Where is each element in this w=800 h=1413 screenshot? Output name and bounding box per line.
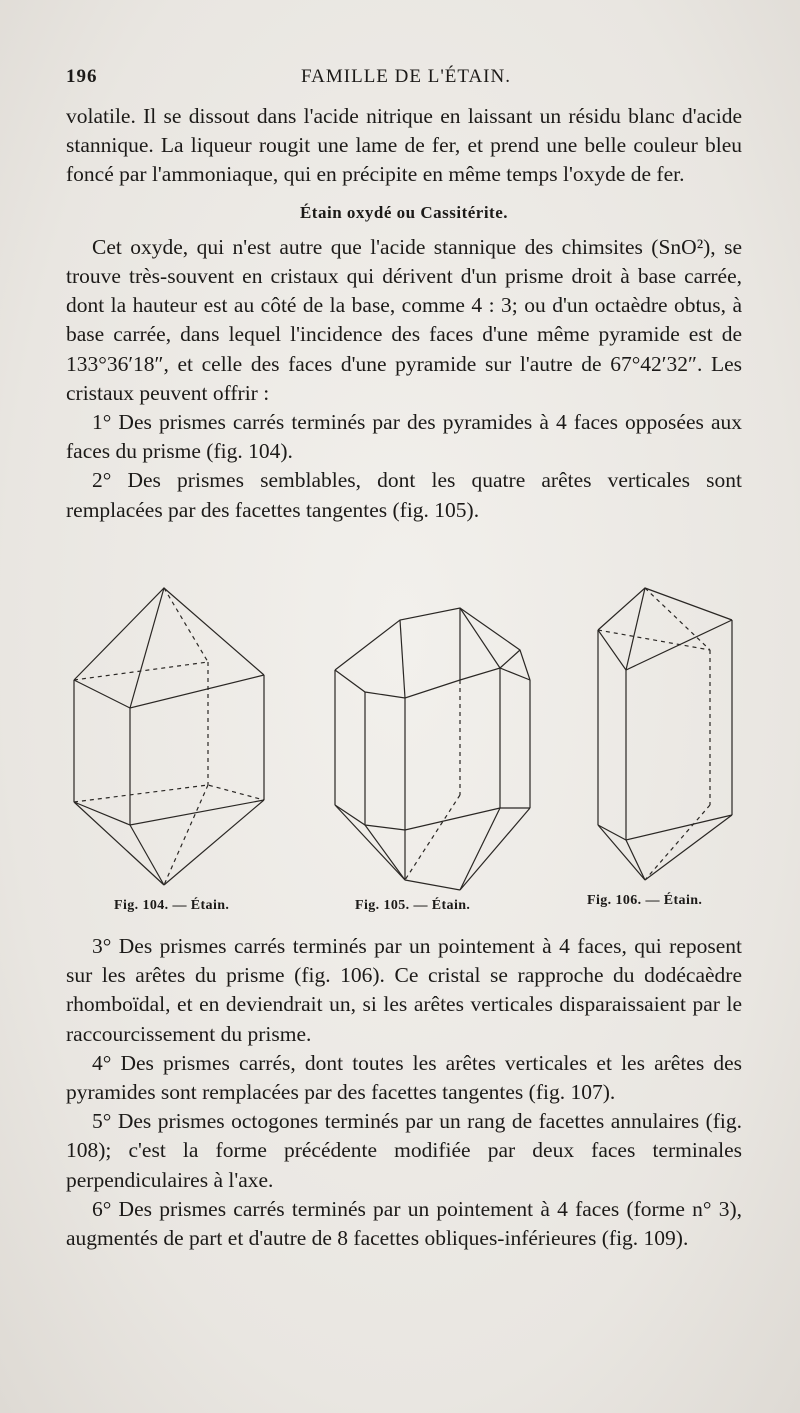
figure-label: Fig. 104. bbox=[114, 898, 169, 913]
crystal-fig-106 bbox=[598, 588, 732, 880]
figure-caption-text: — Étain. bbox=[413, 898, 471, 913]
text-block-top bbox=[66, 102, 742, 525]
figure-caption-104 bbox=[114, 898, 229, 914]
paragraph: 5° Des prismes octogones terminés par un rang de facettes annulaires (fig. 108); c'est la forme précédente modifiée par deux faces terminales perpendiculaires à l'axe. bbox=[66, 1109, 742, 1192]
figure-row bbox=[60, 580, 750, 920]
figure-caption-105 bbox=[355, 898, 470, 914]
crystal-fig-104 bbox=[74, 588, 264, 885]
crystal-figures bbox=[60, 580, 750, 920]
figure-label: Fig. 105. bbox=[355, 898, 410, 913]
paragraph: 2° Des prismes semblables, dont les quatre arêtes verticales sont remplacées par des facettes tangentes (fig. 105). bbox=[66, 468, 742, 522]
figure-label: Fig. 106. bbox=[587, 893, 642, 908]
figure-caption-text: — Étain. bbox=[645, 893, 703, 908]
text-block-bottom bbox=[66, 932, 742, 1253]
figure-caption-106 bbox=[587, 893, 702, 909]
running-title: FAMILLE DE L'ÉTAIN. bbox=[301, 66, 511, 87]
paragraph: Cet oxyde, qui n'est autre que l'acide stannique des chimsites (SnO²), se trouve très-souvent en cristaux qui dérivent d'un prisme droit à base carrée, dont la hauteur est au côté de la base, comme 4 : 3; ou d'un octaèdre obtus, à base carrée, dans lequel l'incidence des faces d'une même pyramide est de 133°36′18″, et celle des faces d'une pyramide sur l'autre de 67°42′32″. Les cristaux peuvent offrir : bbox=[66, 234, 742, 405]
figure-caption-text: — Étain. bbox=[172, 898, 230, 913]
paragraph: 4° Des prismes carrés, dont toutes les arêtes verticales et les arêtes des pyramides sont remplacées par des facettes tangentes (fig. 107). bbox=[66, 1050, 742, 1105]
paragraph: volatile. Il se dissout dans l'acide nitrique en laissant un résidu blanc d'acide stannique. La liqueur rougit une lame de fer, et prend une belle couleur bleu foncé par l'ammoniaque, qui en précipite en même temps l'oxyde de fer. bbox=[66, 104, 742, 187]
paragraph: 3° Des prismes carrés terminés par un pointement à 4 faces, qui reposent sur les arêtes du prisme (fig. 106). Ce cristal se rapproche du dodécaèdre rhomboïdal, et en deviendrait un, si les arêtes verticales disparaissaient par le raccourcissement du prisme. bbox=[66, 934, 742, 1046]
page-number: 196 bbox=[66, 66, 98, 87]
crystal-fig-105 bbox=[335, 608, 530, 890]
paragraph: 6° Des prismes carrés terminés par un pointement à 4 faces (forme n° 3), augmentés de part et d'autre de 8 facettes obliques-inférieures (fig. 109). bbox=[66, 1196, 742, 1251]
paragraph: 1° Des prismes carrés terminés par des pyramides à 4 faces opposées aux faces du prisme (fig. 104). bbox=[66, 410, 742, 464]
page-header bbox=[66, 66, 746, 96]
section-title: Étain oxydé ou Cassitérite. bbox=[299, 202, 509, 222]
